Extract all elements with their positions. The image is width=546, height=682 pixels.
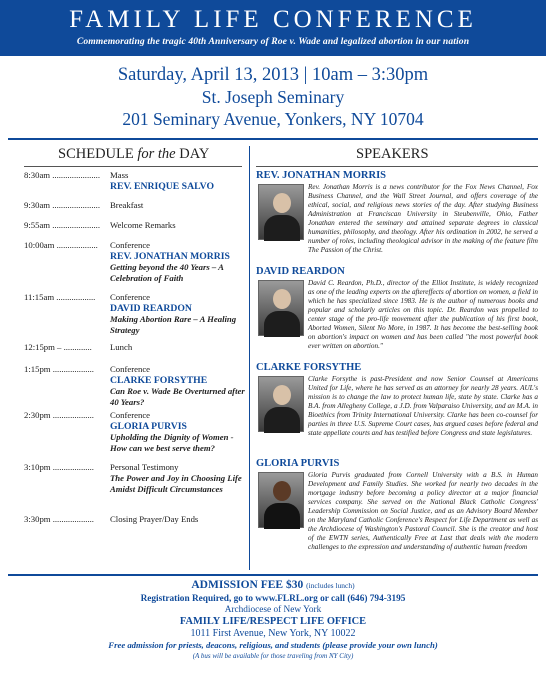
- speaker-name: CLARKE FORSYTHE: [256, 362, 362, 373]
- footer: [0, 578, 546, 661]
- event-date-time: Saturday, April 13, 2013 | 10am – 3:30pm: [117, 65, 429, 85]
- conference-subtitle: Commemorating the tragic 40th Anniversary of Roe v. Wade and legalized abortion in our nation: [76, 36, 470, 47]
- top-divider: [8, 138, 538, 140]
- speaker-photo: [258, 280, 304, 336]
- speaker-name: GLORIA PURVIS: [256, 458, 340, 469]
- office-name: FAMILY LIFE/RESPECT LIFE OFFICE: [179, 616, 367, 627]
- archdiocese-name: Archdiocese of New York: [224, 605, 322, 615]
- speaker-name: DAVID REARDON: [256, 266, 345, 277]
- speakers-heading-underline: [256, 166, 538, 167]
- schedule-heading-underline: [24, 166, 242, 167]
- bus-note: (A bus will be available for those traveling from NY City): [192, 652, 354, 660]
- schedule-heading: SCHEDULE for the DAY: [58, 146, 210, 162]
- speaker-photo: [258, 184, 304, 240]
- speaker-name: REV. JONATHAN MORRIS: [256, 170, 386, 181]
- office-address: 1011 First Avenue, New York, NY 10022: [190, 628, 356, 639]
- speaker-bio: Clarke Forsythe is past-President and now Senior Counsel at Americans United for Life, where he has served as an attorney for nearly 28 years. AUL's mission is to change the law to protect human life, state by state. Clarke has a B.A. from Allegheny College, a J.D. from Valparaiso University, and an M.A. in Bioethics from Trinity International University. Clarke has been co-counsel for parties in three U.S. Supreme Court cases, has argued cases before federal and state appellate courts and has testified before Congress and state legislatures.: [308, 375, 538, 437]
- speaker-photo: [258, 376, 304, 432]
- speakers-heading: SPEAKERS: [356, 146, 429, 162]
- bottom-divider: [8, 574, 538, 576]
- speaker-photo: [258, 472, 304, 528]
- column-divider: [249, 146, 250, 570]
- conference-title: FAMILY LIFE CONFERENCE: [69, 6, 477, 33]
- admission-fee: ADMISSION FEE $30 (includes lunch): [191, 579, 355, 591]
- speaker-bio: Rev. Jonathan Morris is a news contributor for the Fox News Channel, Fox Business Channel, and the Wall Street Journal, and offers coverage of the ethical, social, and religious news stories of the day. After studying Business Administration at Franciscan University in Steubenville, Ohio, Father Jonathan entered the seminary and attained separate degrees in classical humanities, philosophy, and theology. After his ordination in 2002, he served a number of roles, including theological advisor in the making of the feature film The Passion of the Christ.: [308, 183, 538, 254]
- speaker-bio: Gloria Purvis graduated from Cornell University with a B.S. in Human Development and Family Studies. She worked for nearly two decades in the mortgage industry before becoming a policy director at a major financial services company. She served on the National Black Catholic Congress' Leadership Commission on Social Justice, and as an Advisory Board Member on the Maryland Catholic Conference's Respect for Life Department as well as the Archdiocese of Washington's Pastoral Council. She is the creator and host of the EWTN series, Authentically Free at Last that deals with the modern challenges to the expression and understanding of authentic human freedom: [308, 471, 538, 551]
- header-banner: [0, 0, 546, 56]
- registration-info: Registration Required, go to www.FLRL.org or call (646) 794-3195: [140, 594, 406, 604]
- event-venue: St. Joseph Seminary: [201, 87, 345, 107]
- event-address: 201 Seminary Avenue, Yonkers, NY 10704: [122, 109, 424, 129]
- free-admission-note: Free admission for priests, deacons, religious, and students (please provide your own lunch): [108, 640, 438, 650]
- event-info: [0, 64, 546, 130]
- speaker-bio: David C. Reardon, Ph.D., director of the Elliot Institute, is widely recognized as one of the leading experts on the aftereffects of abortion on women, a field in which he has specialized since 1983. He is the author of numerous books and popular and scholarly articles on this topic. Dr. Reardon was propelled to center stage of the pro-life movement after the publication of his first book, Aborted Women, Silent No More, in 1987. It has become the best-selling book on abortion's impact on women and has been called "the most powerful book ever written on abortion.": [308, 279, 538, 350]
